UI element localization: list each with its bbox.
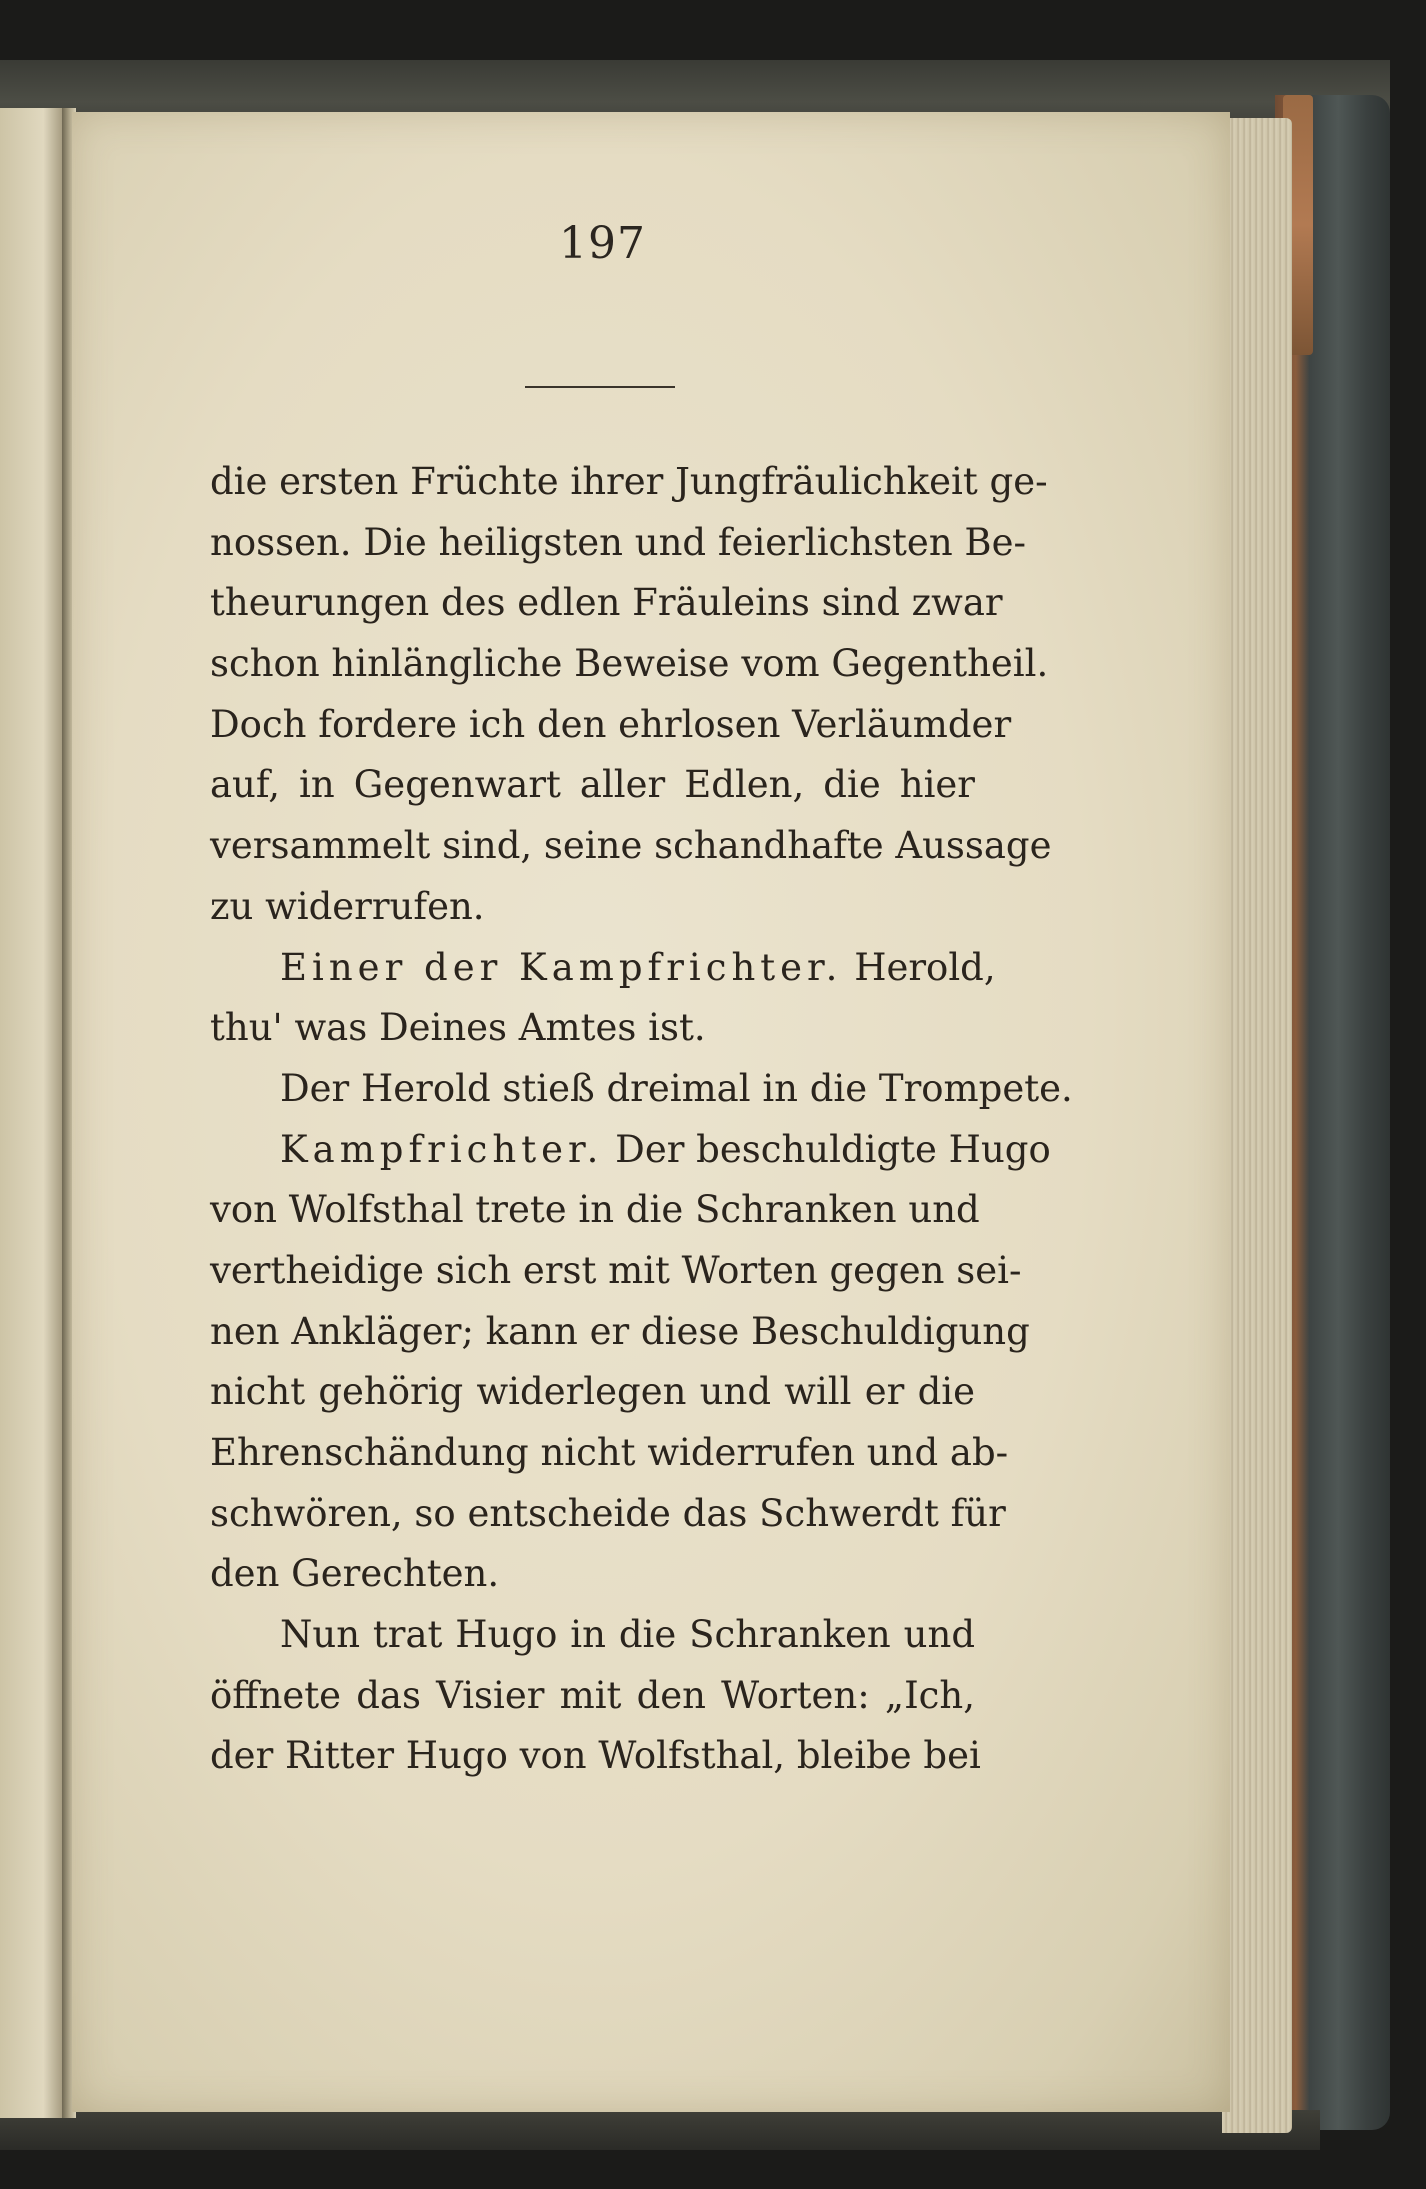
text-line: Nun trat Hugo in die Schranken und xyxy=(280,1613,975,1657)
book-cover-spine-edge xyxy=(1275,95,1390,2130)
page-edges xyxy=(1222,118,1292,2133)
text-line: schwören, so entscheide das Schwerdt für xyxy=(210,1491,1006,1535)
text-line: nen Ankläger; kann er diese Beschuldigung xyxy=(210,1309,1030,1353)
text-line: vertheidige sich erst mit Worten gegen sei- xyxy=(210,1248,1022,1292)
text-line: schon hinlängliche Beweise vom Gegentheil. xyxy=(210,642,1049,686)
text-line: der Ritter Hugo von Wolfsthal, bleibe bei xyxy=(210,1734,981,1778)
stage-direction: Der Herold stieß dreimal in die Trompete. xyxy=(280,1066,1073,1110)
speech-text: Herold, xyxy=(854,945,996,989)
speaker-name: Kampfrichter. xyxy=(280,1127,604,1171)
text-line: von Wolfsthal trete in die Schranken und xyxy=(210,1188,980,1232)
speech-text: Der beschuldigte Hugo xyxy=(615,1127,1051,1171)
text-line: nicht gehörig widerlegen und will er die xyxy=(210,1370,975,1414)
text-line: auf, in Gegenwart aller Edlen, die hier xyxy=(210,763,975,807)
text-line: Doch fordere ich den ehrlosen Verläumder xyxy=(210,702,1012,746)
speaker-name: Einer der Kampfrichter. xyxy=(280,945,843,989)
body-text xyxy=(210,452,1073,1787)
text-line: versammelt sind, seine schandhafte Aussage xyxy=(210,824,1052,868)
text-line: theurungen des edlen Fräuleins sind zwar xyxy=(210,581,1003,625)
text-line: die ersten Früchte ihrer Jungfräulichkeit ge- xyxy=(210,460,1048,503)
page-number: 197 xyxy=(559,218,646,269)
text-line: thu' was Deines Amtes ist. xyxy=(210,1006,706,1050)
text-line: den Gerechten. xyxy=(210,1552,500,1596)
text-line: nossen. Die heiligsten und feierlichsten Be- xyxy=(210,520,1027,564)
book-cover-bottom xyxy=(0,2110,1320,2150)
page-number-rule xyxy=(525,386,675,388)
facing-page-edge xyxy=(0,108,62,2118)
speaker-line xyxy=(210,938,996,999)
text-line: zu widerrufen. xyxy=(210,884,485,928)
text-line: Ehrenschändung nicht widerrufen und ab- xyxy=(210,1431,1009,1474)
speaker-line xyxy=(210,1120,1051,1181)
text-line: öffnete das Visier mit den Worten: „Ich, xyxy=(210,1673,975,1717)
